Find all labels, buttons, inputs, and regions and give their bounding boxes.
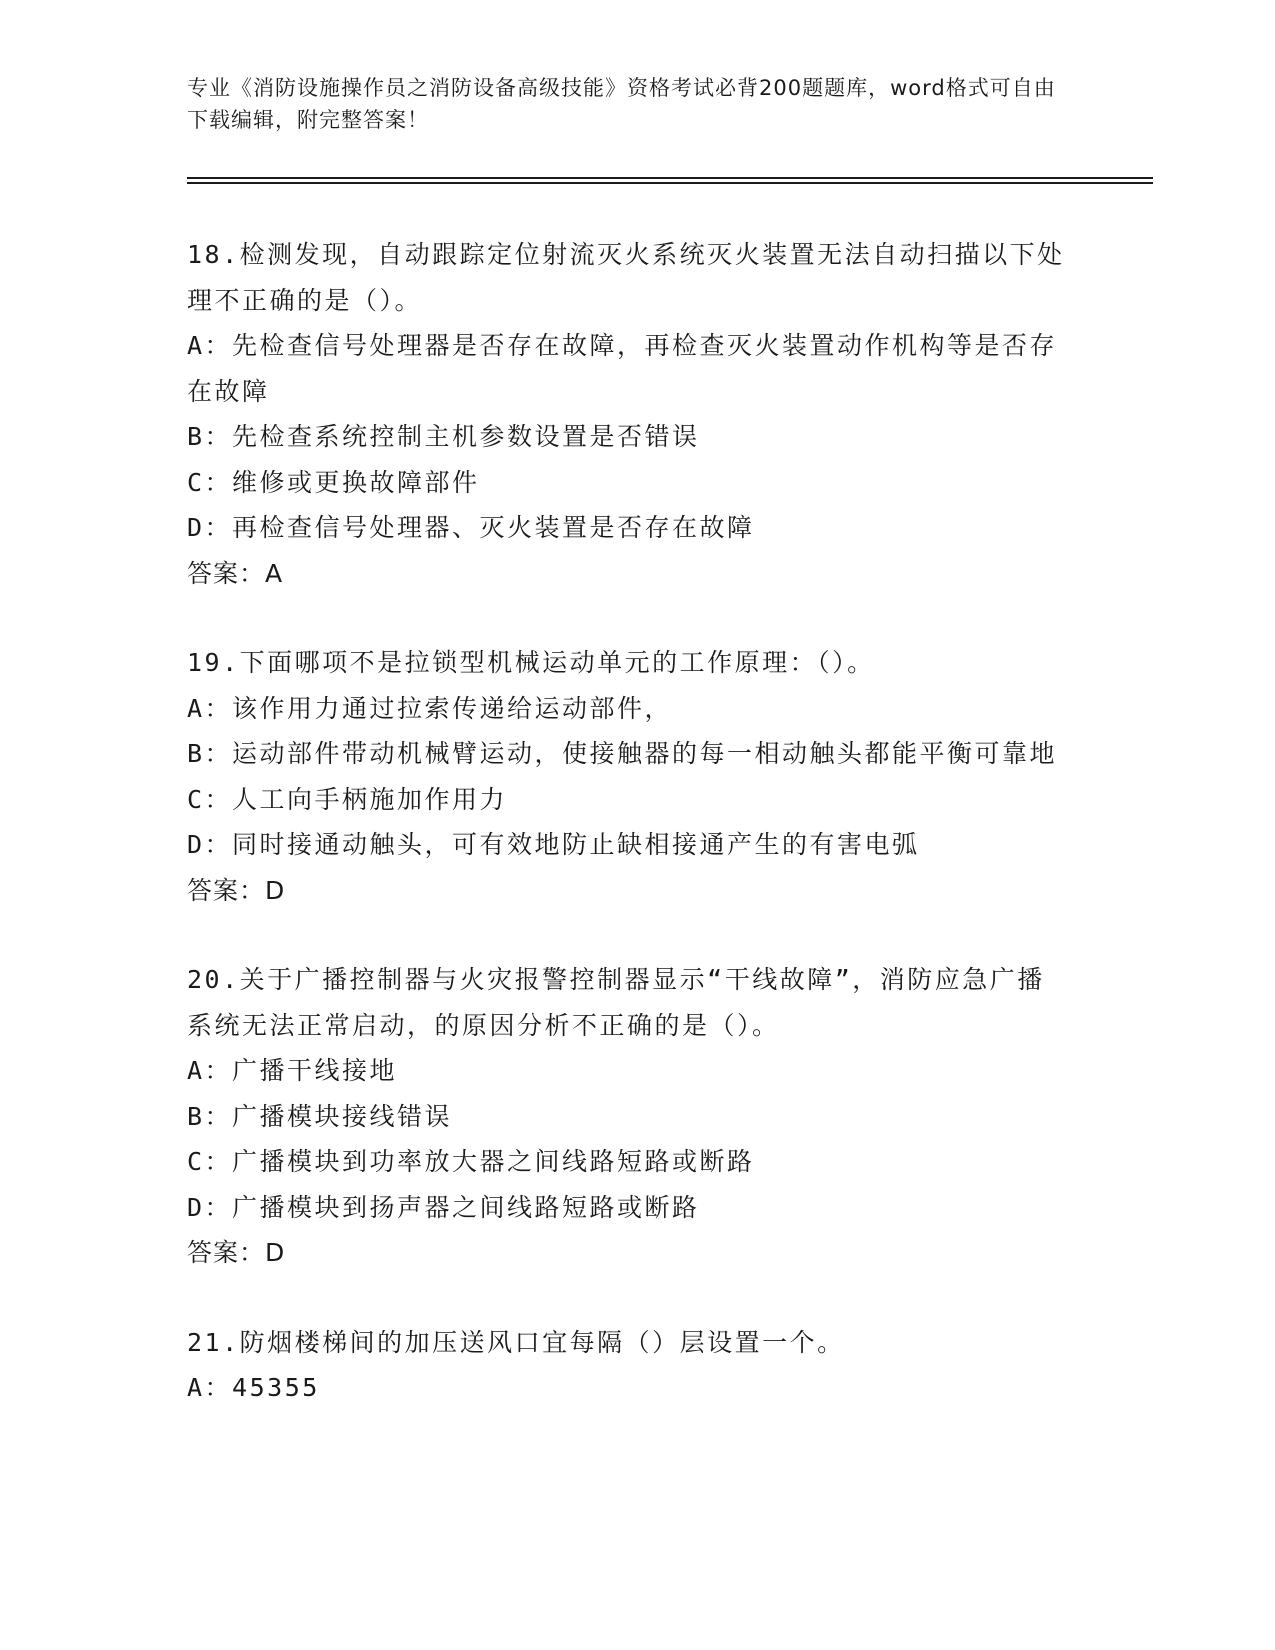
header-divider: [187, 177, 1153, 184]
option-a: A：广播干线接地: [187, 1056, 398, 1085]
option-c: C：人工向手柄施加作用力: [187, 784, 508, 814]
question-18: [187, 232, 1067, 596]
option-d: D：再检查信号处理器、灭火装置是否存在故障: [187, 513, 755, 542]
question-stem: 18.检测发现，自动跟踪定位射流灭火系统灭火装置无法自动扫描以下处理不正确的是（）。: [187, 240, 1065, 315]
option-d: D：同时接通动触头，可有效地防止缺相接通产生的有害电弧: [187, 830, 920, 859]
option-a: A：45355: [187, 1373, 320, 1402]
option-c: C：维修或更换故障部件: [187, 467, 480, 497]
question-21: [187, 1320, 1067, 1411]
document-page: [187, 72, 1067, 136]
question-stem: 21.防烟楼梯间的加压送风口宜每隔（）层设置一个。: [187, 1327, 845, 1357]
option-c: C：广播模块到功率放大器之间线路短路或断路: [187, 1147, 755, 1176]
option-b: B：先检查系统控制主机参数设置是否错误: [187, 422, 700, 451]
answer-label: 答案：D: [187, 1238, 286, 1267]
question-stem: 19.下面哪项不是拉锁型机械运动单元的工作原理：（）。: [187, 648, 875, 677]
document-header: 专业《消防设施操作员之消防设备高级技能》资格考试必背200题题库，word格式可自由下载编辑，附完整答案！: [187, 76, 1056, 132]
question-19: [187, 640, 1067, 913]
option-b: B：运动部件带动机械臂运动，使接触器的每一相动触头都能平衡可靠地: [187, 739, 1058, 768]
question-20: [187, 957, 1067, 1276]
question-list: [187, 232, 1067, 1455]
option-b: B：广播模块接线错误: [187, 1101, 453, 1131]
option-d: D：广播模块到扬声器之间线路短路或断路: [187, 1192, 700, 1222]
question-stem: 20.关于广播控制器与火灾报警控制器显示“干线故障”，消防应急广播系统无法正常启动，的原因分析不正确的是（）。: [187, 965, 1045, 1040]
option-a: A：该作用力通过拉索传递给运动部件，: [187, 693, 673, 723]
answer-label: 答案：A: [187, 558, 284, 588]
answer-label: 答案：D: [187, 875, 286, 905]
option-a: A：先检查信号处理器是否存在故障，再检查灭火装置动作机构等是否存在故障: [187, 331, 1058, 406]
